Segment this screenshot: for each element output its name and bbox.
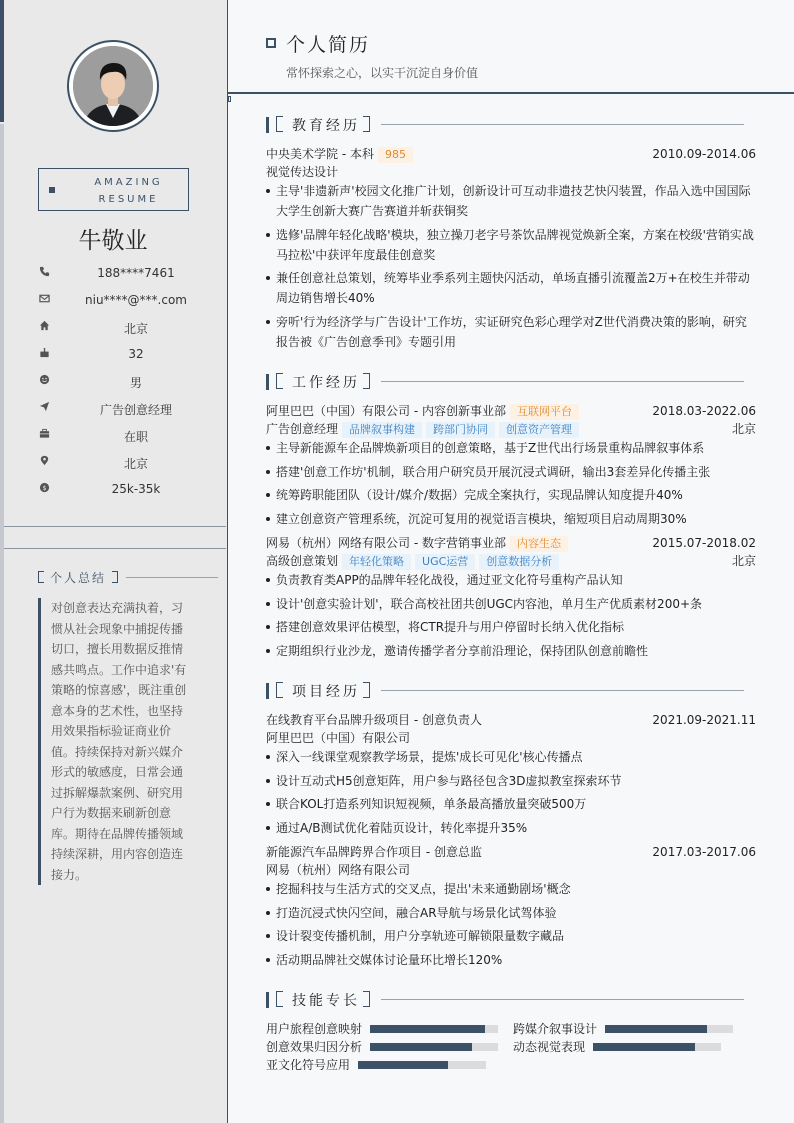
list-item: 打造沉浸式快闪空间，融合AR导航与场景化试驾体验	[266, 903, 756, 923]
project-name: 新能源汽车品牌跨界合作项目 - 创意总监	[266, 845, 482, 859]
info-residence	[36, 315, 216, 342]
badge-text	[69, 174, 188, 208]
work-heading	[266, 373, 744, 391]
education-school: 中央美术学院 - 本科	[266, 147, 374, 161]
info-status	[36, 423, 216, 450]
skill-level-fill	[370, 1025, 485, 1033]
job-skill-tag: 跨部门协同	[426, 422, 495, 438]
project-company-row	[266, 729, 756, 747]
section-bar	[266, 683, 269, 699]
skill-name: 动态视觉表现	[513, 1040, 586, 1054]
summary-heading-rule	[126, 577, 218, 578]
job-position: 高级创意策划	[266, 554, 339, 568]
sidebar-divider	[4, 526, 226, 527]
info-status-value: 在职	[123, 430, 148, 444]
list-item: 定期组织行业沙龙，邀请传播学者分享前沿理论，保持团队创意前瞻性	[266, 641, 756, 661]
list-item: 建立创意资产管理系统，沉淀可复用的视觉语言模块，缩短项目启动周期30%	[266, 509, 756, 529]
skill-level-bar	[370, 1043, 498, 1051]
info-gender	[36, 369, 216, 396]
project-name-row	[266, 843, 756, 861]
skill-level-bar	[605, 1025, 733, 1033]
section-bar	[266, 992, 269, 1008]
info-target-city	[36, 450, 216, 477]
info-email-value: niu****@***.com	[85, 293, 187, 307]
job-city: 北京	[731, 554, 756, 568]
info-residence-value: 北京	[123, 322, 148, 336]
location-pin-icon	[38, 455, 50, 467]
skill-item	[513, 1020, 756, 1038]
info-age	[36, 342, 216, 369]
skill-name: 跨媒介叙事设计	[513, 1022, 598, 1036]
info-salary-value: 25k-35k	[111, 482, 161, 496]
skills-heading	[266, 991, 744, 1009]
bracket-right-icon	[363, 991, 370, 1007]
summary-heading	[38, 569, 218, 585]
header-rule	[228, 92, 794, 94]
info-target-position	[36, 396, 216, 423]
section-rule	[381, 124, 744, 125]
project-date: 2017.03-2017.06	[652, 845, 756, 859]
skill-name: 用户旅程创意映射	[266, 1022, 363, 1036]
send-icon	[38, 401, 50, 413]
candidate-name: 牛敬业	[78, 228, 148, 254]
page-title: 个人简历	[286, 34, 371, 56]
skill-item	[266, 1020, 506, 1038]
job-skill-tag: 品牌叙事构建	[342, 422, 422, 438]
list-item: 主导'非遗新声'校园文化推广计划，创新设计可互动非遗技艺快闪装置，作品入选中国国际大学生创新大赛广告赛道并斩获铜奖	[266, 181, 756, 221]
sidebar-divider	[4, 548, 226, 549]
skill-item	[266, 1056, 506, 1074]
section-bar	[266, 117, 269, 133]
bracket-left-icon	[276, 373, 283, 389]
mail-icon	[38, 293, 50, 305]
education-bullets	[266, 181, 756, 355]
title-square-icon	[266, 38, 276, 48]
projects-title: 项目经历	[292, 684, 360, 700]
skills-title: 技能专长	[292, 993, 360, 1009]
list-item: 通过A/B测试优化着陆页设计，转化率提升35%	[266, 818, 756, 838]
bracket-right-icon	[112, 571, 118, 583]
info-age-value: 32	[128, 347, 144, 361]
badge-square-icon	[49, 187, 55, 193]
briefcase-icon	[38, 428, 50, 440]
list-item: 设计'创意实验计划'，联合高校社团共创UGC内容池，单月生产优质素材200+条	[266, 594, 756, 614]
list-item: 统筹跨职能团队（设计/媒介/数据）完成全案执行，实现品牌认知度提升40%	[266, 485, 756, 505]
info-target-city-value: 北京	[123, 457, 148, 471]
job-bullets	[266, 438, 756, 532]
sidebar	[0, 0, 228, 1123]
portrait-photo	[73, 46, 153, 126]
project-bullets	[266, 747, 756, 841]
project-bullets	[266, 879, 756, 973]
education-tag: 985	[378, 147, 413, 163]
list-item: 深入一线课堂观察教学场景，提炼'成长可见化'核心传播点	[266, 747, 756, 767]
info-salary	[36, 477, 216, 504]
job-industry-tag: 内容生态	[510, 536, 568, 552]
svg-text:$: $	[41, 483, 47, 492]
job-company-row	[266, 534, 756, 552]
skill-item	[513, 1038, 756, 1056]
education-major: 视觉传达设计	[266, 165, 339, 179]
sidebar-accent-bar	[0, 0, 4, 122]
info-phone	[36, 261, 216, 288]
section-bar	[266, 374, 269, 390]
job-city: 北京	[731, 422, 756, 436]
list-item: 搭建'创意工作坊'机制，联合用户研究员开展沉浸式调研，输出3套差异化传播主张	[266, 462, 756, 482]
bracket-left-icon	[276, 991, 283, 1007]
education-date: 2010.09-2014.06	[652, 147, 756, 161]
project-date: 2021.09-2021.11	[652, 713, 756, 727]
badge-line1: AMAZING	[94, 177, 163, 188]
skill-item	[266, 1038, 506, 1056]
avatar-frame	[67, 40, 159, 132]
job-date: 2015.07-2018.02	[652, 536, 756, 550]
bracket-right-icon	[363, 116, 370, 132]
skill-level-fill	[358, 1061, 448, 1069]
project-company: 阿里巴巴（中国）有限公司	[266, 731, 411, 745]
info-email	[36, 288, 216, 315]
job-position-row	[266, 552, 756, 570]
skill-name: 亚文化符号应用	[266, 1058, 351, 1072]
money-icon	[38, 482, 50, 494]
job-skill-tag: 年轻化策略	[342, 554, 411, 570]
list-item: 旁听'行为经济学与广告设计'工作坊，实证研究色彩心理学对Z世代消费决策的影响，研究报告被《广告创意季刊》专题引用	[266, 312, 756, 352]
skill-level-bar	[593, 1043, 721, 1051]
job-position: 广告创意经理	[266, 422, 339, 436]
list-item: 负责教育类APP的品牌年轻化战役，通过亚文化符号重构产品认知	[266, 570, 756, 590]
education-title: 教育经历	[292, 118, 360, 134]
job-date: 2018.03-2022.06	[652, 404, 756, 418]
summary-text: 对创意表达充满执着，习惯从社会现象中捕捉传播切口，擅长用数据反推情感共鸣点。工作中追求'有策略的惊喜感'，既注重创意本身的艺术性，也坚持用效果指标验证商业价值。持续保持对新兴媒介形式的敏感度，日常会通过拆解爆款案例、研究用户行为数据来刷新创意库。期待在品牌传播领域持续深耕，用内容创造连接力。	[38, 598, 188, 885]
education-school-row	[266, 145, 756, 163]
job-company: 阿里巴巴（中国）有限公司 - 内容创新事业部	[266, 404, 506, 418]
section-rule	[381, 690, 744, 691]
page-subtitle: 常怀探索之心，以实干沉淀自身价值	[286, 66, 479, 80]
education-heading	[266, 116, 744, 134]
bracket-right-icon	[363, 682, 370, 698]
list-item: 联合KOL打造系列知识短视频，单条最高播放量突破500万	[266, 794, 756, 814]
list-item: 设计互动式H5创意矩阵，用户参与路径包含3D虚拟教室探索环节	[266, 771, 756, 791]
job-skill-tag: UGC运营	[415, 554, 475, 570]
job-position-row	[266, 420, 756, 438]
sidebar-accent-bar-light	[0, 124, 4, 1123]
home-icon	[38, 320, 50, 332]
skill-level-bar	[370, 1025, 498, 1033]
section-rule	[381, 999, 744, 1000]
job-company: 网易（杭州）网络有限公司 - 数字营销事业部	[266, 536, 506, 550]
education-major-row	[266, 163, 756, 181]
job-skill-tag: 创意资产管理	[499, 422, 579, 438]
amazing-resume-badge	[38, 168, 189, 211]
project-name: 在线教育平台品牌升级项目 - 创意负责人	[266, 713, 482, 727]
list-item: 搭建创意效果评估模型，将CTR提升与用户停留时长纳入优化指标	[266, 617, 756, 637]
smiley-icon	[38, 374, 50, 386]
header-marker	[228, 96, 231, 102]
skill-level-fill	[593, 1043, 695, 1051]
projects-heading	[266, 682, 744, 700]
bracket-right-icon	[363, 373, 370, 389]
badge-line2: RESUME	[98, 194, 159, 205]
skill-level-fill	[370, 1043, 472, 1051]
job-company-row	[266, 402, 756, 420]
work-title: 工作经历	[292, 375, 360, 391]
bracket-left-icon	[38, 571, 44, 583]
job-bullets	[266, 570, 756, 664]
project-company-row	[266, 861, 756, 879]
skill-level-bar	[358, 1061, 486, 1069]
summary-title: 个人总结	[50, 571, 107, 585]
info-gender-value: 男	[129, 376, 142, 390]
section-rule	[381, 381, 744, 382]
list-item: 主导新能源车企品牌焕新项目的创意策略，基于Z世代出行场景重构品牌叙事体系	[266, 438, 756, 458]
phone-icon	[38, 266, 50, 278]
list-item: 选修'品牌年轻化战略'模块，独立操刀老字号茶饮品牌视觉焕新全案，方案在校级'营销实战马拉松'中获评年度最佳创意奖	[266, 225, 756, 265]
project-name-row	[266, 711, 756, 729]
bracket-left-icon	[276, 116, 283, 132]
project-company: 网易（杭州）网络有限公司	[266, 863, 411, 877]
skill-name: 创意效果归因分析	[266, 1040, 363, 1054]
contact-info-list	[36, 261, 216, 504]
info-target-position-value: 广告创意经理	[99, 403, 172, 417]
job-industry-tag: 互联网平台	[510, 404, 579, 420]
bracket-left-icon	[276, 682, 283, 698]
cake-icon	[38, 347, 50, 359]
list-item: 活动期品牌社交媒体讨论量环比增长120%	[266, 950, 756, 970]
list-item: 设计裂变传播机制，用户分享轨迹可解锁限量数字藏品	[266, 926, 756, 946]
job-skill-tag: 创意数据分析	[479, 554, 559, 570]
skill-level-fill	[605, 1025, 707, 1033]
avatar	[73, 46, 153, 126]
info-phone-value: 188****7461	[97, 266, 175, 280]
list-item: 兼任创意社总策划，统筹毕业季系列主题快闪活动，单场直播引流覆盖2万+在校生并带动周边销售增长40%	[266, 268, 756, 308]
list-item: 挖掘科技与生活方式的交叉点，提出'未来通勤剧场'概念	[266, 879, 756, 899]
